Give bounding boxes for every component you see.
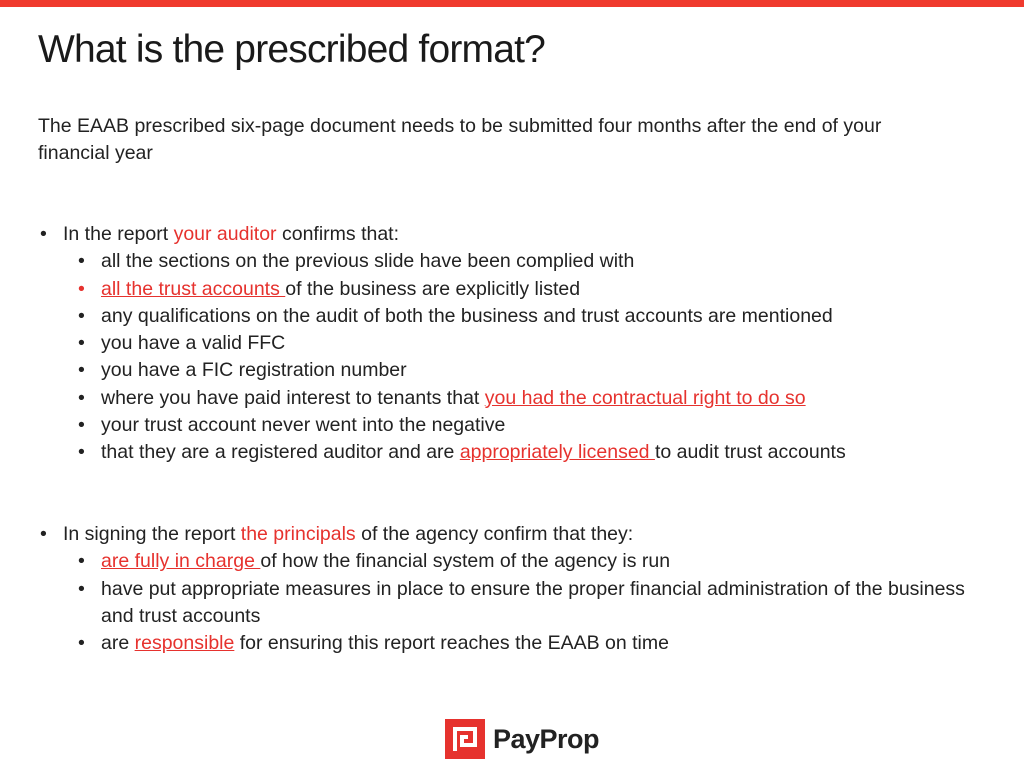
slide-title: What is the prescribed format? — [38, 28, 546, 71]
item-text: where you have paid interest to tenants that — [101, 386, 485, 409]
item-text: to audit trust accounts — [654, 441, 846, 464]
auditor-section — [38, 221, 988, 467]
list-item — [38, 439, 988, 466]
item-text: for ensuring this report reaches the EAAB on time — [234, 632, 669, 655]
list-item — [38, 630, 988, 657]
top-accent-bar — [0, 0, 1024, 7]
link-appropriately-licensed[interactable]: appropriately licensed — [459, 441, 655, 464]
list-item — [38, 412, 988, 439]
item-text: of how the financial system of the agency is run — [260, 550, 671, 573]
list-item — [38, 330, 988, 357]
link-contractual-right[interactable]: you had the contractual right to do so — [484, 386, 806, 409]
payprop-logo-icon — [445, 719, 485, 759]
link-fully-in-charge[interactable]: are fully in charge — [101, 550, 261, 573]
list-item — [38, 357, 988, 384]
auditor-section-heading — [38, 221, 988, 248]
list-item — [38, 548, 988, 575]
list-item — [38, 276, 988, 303]
item-text: you have a valid FFC — [101, 332, 286, 355]
link-responsible[interactable]: responsible — [134, 632, 235, 655]
payprop-wordmark: PayProp — [493, 723, 600, 754]
intro-paragraph: The EAAB prescribed six-page document needs to be submitted four months after the end of your financial year — [38, 115, 882, 164]
item-text: you have a FIC registration number — [101, 359, 407, 382]
item-text: have put appropriate measures in place to ensure the proper financial administration of the business and trust accounts — [101, 577, 965, 627]
heading-text: confirms that: — [276, 223, 400, 245]
payprop-logo — [445, 719, 599, 759]
item-text: are — [101, 632, 135, 655]
highlight-the-principals: the principals — [240, 523, 356, 545]
highlight-your-auditor: your auditor — [173, 223, 277, 245]
link-trust-accounts[interactable]: all the trust accounts — [101, 277, 286, 300]
item-text: that they are a registered auditor and are — [101, 441, 460, 464]
item-text: of the business are explicitly listed — [285, 277, 581, 300]
principals-section — [38, 521, 988, 657]
list-item — [38, 576, 988, 631]
list-item — [38, 385, 988, 412]
heading-text: In signing the report — [63, 523, 241, 545]
heading-text: In the report — [63, 223, 174, 245]
list-item — [38, 248, 988, 275]
item-text: any qualifications on the audit of both the business and trust accounts are mentioned — [101, 304, 833, 327]
heading-text: of the agency confirm that they: — [355, 523, 634, 545]
item-text: all the sections on the previous slide have been complied with — [101, 250, 635, 273]
list-item — [38, 303, 988, 330]
item-text: your trust account never went into the negative — [101, 414, 506, 437]
principals-section-heading — [38, 521, 988, 548]
